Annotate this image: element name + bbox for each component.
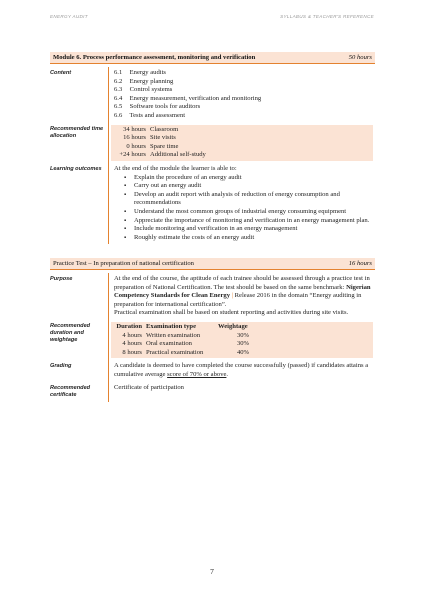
duration-label: Recommended duration and weightage bbox=[50, 322, 91, 343]
table-cell: 30% bbox=[236, 340, 250, 348]
alloc-hours: 34 hours bbox=[123, 125, 146, 133]
list-item: 6.6 Tests and assessment bbox=[114, 111, 186, 119]
purpose-paragraph-1: At the end of the course, the aptitude of each trainee should be assessed through a practice test in preparation of National Certification. The test should be based on the same benchmark: Nigerian Competency Standards for Clean Energy | Release 2016 in the domain “Energy auditing in preparation for international certification”. bbox=[114, 275, 371, 308]
list-item: ▪ Develop an audit report with analysis of reduction of energy consumption and recommendations bbox=[124, 191, 375, 208]
pass-threshold: score of 70% or above bbox=[167, 370, 227, 378]
time-allocation-label: Recommended time allocation bbox=[50, 125, 104, 139]
outcomes-intro: At the end of the module the learner is able to: bbox=[114, 164, 237, 172]
list-item: ▪ Carry out an energy audit bbox=[124, 182, 375, 191]
purpose-row bbox=[50, 273, 375, 320]
list-item: 6.5 Software tools for auditors bbox=[114, 103, 201, 111]
page-number: 7 bbox=[210, 567, 214, 576]
benchmark-title: Nigerian Competency Standards for Clean Energy bbox=[114, 283, 371, 300]
content-list bbox=[108, 67, 375, 123]
practice-test-title-bar bbox=[50, 258, 375, 270]
list-item: 6.1 Energy audits bbox=[114, 69, 166, 76]
duration-row bbox=[50, 320, 375, 360]
list-item: 6.4 Energy measurement, verification and monitoring bbox=[114, 94, 262, 102]
list-item: ▪ Include monitoring and verification in an energy management bbox=[124, 225, 375, 234]
list-item: 6.2 Energy planning bbox=[114, 77, 174, 85]
table-cell: 30% bbox=[236, 331, 250, 339]
list-item: 6.3 Control systems bbox=[114, 86, 173, 94]
learning-outcomes-row bbox=[50, 163, 375, 244]
content-row bbox=[50, 67, 375, 123]
weightage-table bbox=[108, 320, 375, 360]
table-cell: 8 hours bbox=[122, 348, 142, 356]
alloc-activity: Classroom bbox=[150, 125, 179, 133]
table-cell: 4 hours bbox=[122, 340, 142, 348]
learning-outcomes bbox=[108, 163, 375, 244]
running-header-left: ENERGY AUDIT bbox=[50, 14, 88, 19]
list-item: ▪ Roughly estimate the costs of an energy audit bbox=[124, 234, 375, 243]
certificate-row bbox=[50, 382, 375, 402]
module-6-hours: 50 hours bbox=[348, 54, 372, 61]
list-item: ▪ Understand the most common groups of industrial energy consuming equipment bbox=[124, 208, 375, 217]
table-header: Weightage bbox=[218, 322, 248, 330]
alloc-hours: 0 hours bbox=[126, 142, 146, 150]
learning-outcomes-label: Learning outcomes bbox=[50, 165, 102, 172]
list-item: ▪ Explain the procedure of an energy audit bbox=[124, 174, 375, 183]
running-header-right: SYLLABUS & TEACHER'S REFERENCE bbox=[280, 14, 374, 19]
time-allocation-row bbox=[50, 123, 375, 163]
module-6-title: Module 6. Process performance assessment, monitoring and verification bbox=[53, 54, 256, 61]
table-cell: 4 hours bbox=[122, 331, 142, 339]
practice-test-hours: 16 hours bbox=[348, 260, 372, 267]
alloc-activity: Site visits bbox=[150, 134, 176, 142]
table-cell: Oral examination bbox=[146, 340, 192, 348]
content-label: Content bbox=[50, 70, 72, 76]
table-cell: 40% bbox=[236, 348, 250, 356]
practice-test-section bbox=[50, 258, 375, 402]
alloc-hours: 16 hours bbox=[123, 134, 146, 142]
purpose-paragraph-2: Practical examination shall be based on student reporting and activities during site visits. bbox=[114, 309, 349, 317]
list-item: ▪ Appreciate the importance of monitoring and verification in an energy management plan. bbox=[124, 217, 375, 226]
certificate-text: Certificate of participation bbox=[108, 382, 375, 402]
module-6-title-bar bbox=[50, 52, 375, 64]
grading-label: Grading bbox=[50, 363, 72, 370]
table-header: Duration bbox=[116, 322, 142, 330]
practice-test-title: Practice Test – In preparation of national certification bbox=[53, 260, 194, 267]
module-6-section bbox=[50, 52, 375, 244]
certificate-label: Recommended certificate bbox=[50, 384, 91, 398]
alloc-activity: Additional self-study bbox=[150, 151, 206, 159]
grading-text: A candidate is deemed to have completed the course successfully (passed) if candidates attains a cumulative average score of 70% or above. bbox=[108, 360, 375, 381]
grading-row bbox=[50, 360, 375, 381]
alloc-activity: Spare time bbox=[150, 142, 179, 150]
table-header: Examination type bbox=[146, 322, 197, 330]
purpose-label: Purpose bbox=[50, 276, 73, 282]
purpose-text bbox=[108, 273, 375, 320]
table-cell: Practical examination bbox=[146, 348, 204, 356]
table-cell: Written examination bbox=[146, 331, 201, 339]
time-allocation-table bbox=[108, 123, 375, 163]
alloc-hours: +24 hours bbox=[119, 151, 146, 159]
